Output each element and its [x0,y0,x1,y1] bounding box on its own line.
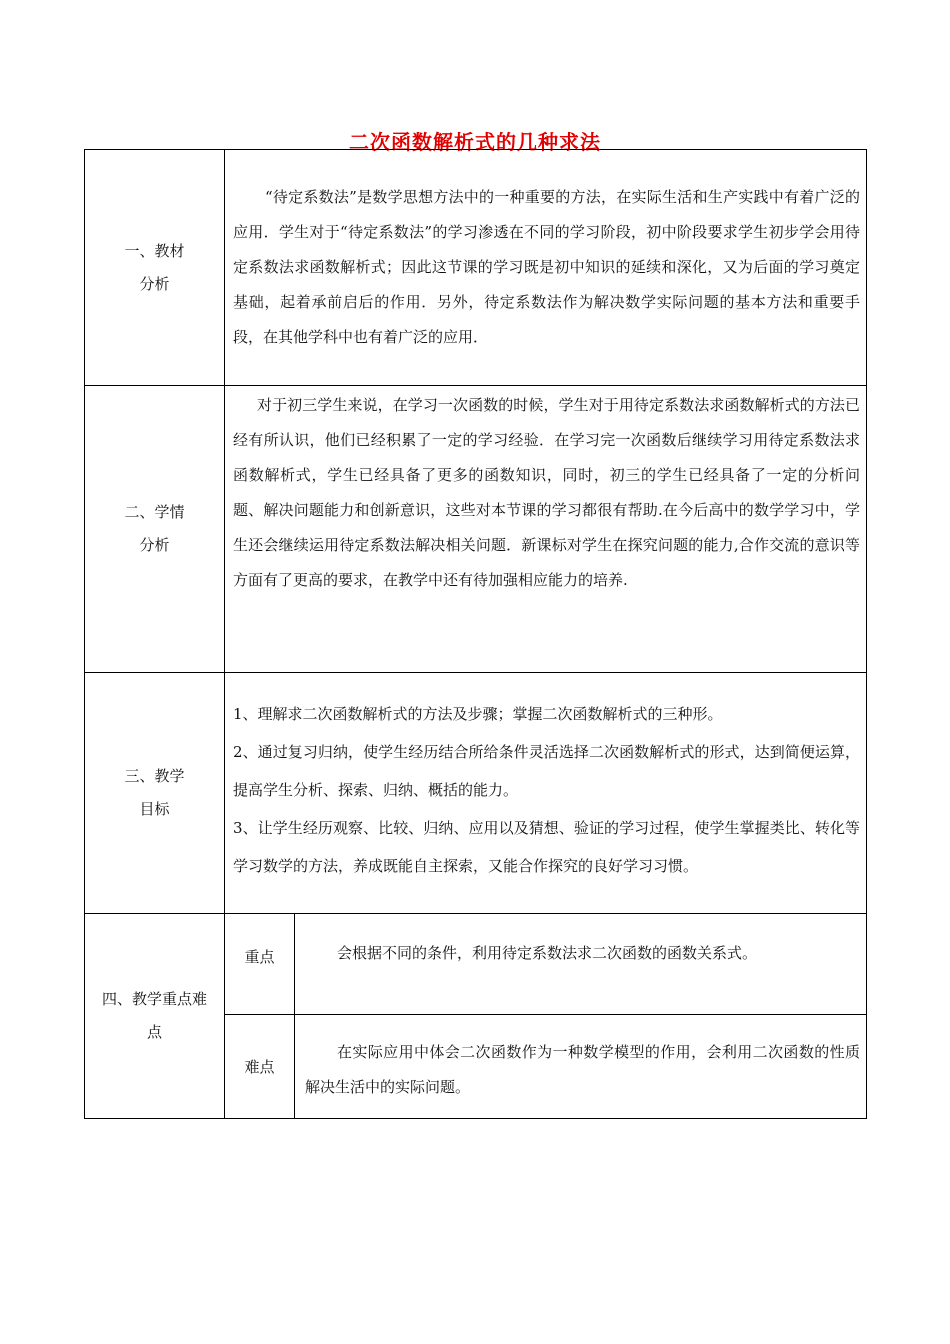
section-content [225,673,867,914]
paragraph: 会根据不同的条件，利用待定系数法求二次函数的函数关系式。 [337,944,758,962]
paragraph: “待定系数法”是数学思想方法中的一种重要的方法，在实际生活和生产实践中有着广泛的应用．学生对于“待定系数法”的学习渗透在不同的学习阶段，初中阶段要求学生初步学会用待定系数法求函数解析式；因此这节课的学习既是初中知识的延续和深化，又为后面的学习奠定基础，起着承前启后的作用．另外，待定系数法作为解决数学实际问题的基本方法和重要手段，在其他学科中也有着广泛的应用． [233,188,861,346]
section-row-materials [85,150,867,386]
paragraph: 对于初三学生来说，在学习一次函数的时候，学生对于用待定系数法求函数解析式的方法已经有所认识，他们已经积累了一定的学习经验．在学习完一次函数后继续学习用待定系数法求函数解析式，学生已经具备了更多的函数知识，同时，初三的学生已经具备了一定的分析问题、解决问题能力和创新意识，这些对本节课的学习都很有帮助.在今后高中的数学学习中，学生还会继续运用待定系数法解决相关问题．新课标对学生在探究问题的能力,合作交流的意识等方面有了更高的要求，在教学中还有待加强相应能力的培养. [233,396,861,589]
section-label-line: 分析 [139,536,170,554]
section-label-line: 二、学情 [124,503,185,521]
section-label-line: 一、教材 [124,241,185,260]
objective-item: 1、理解求二次函数解析式的方法及步骤；掌握二次函数解析式的三种形。 [233,705,723,723]
section-label [85,386,225,673]
objective-item: 3、让学生经历观察、比较、归纳、应用以及猜想、验证的学习过程，使学生掌握类比、转化等学习数学的方法，养成既能自主探索，又能合作探究的良好学习习惯。 [233,819,861,875]
section-label-line: 目标 [139,800,170,818]
document-title: 二次函数解析式的几种求法 [349,130,601,154]
section-label-line: 四、教学重点难 [101,990,207,1008]
section-content [225,386,867,673]
objective-item: 2、通过复习归纳，使学生经历结合所给条件灵活选择二次函数解析式的形式，达到简便运算，提高学生分析、探索、归纳、概括的能力。 [233,743,861,799]
section-label-line: 分析 [139,274,170,293]
difficulty-label: 难点 [225,1015,295,1119]
paragraph: 在实际应用中体会二次函数作为一种数学模型的作用，会利用二次函数的性质解决生活中的实际问题。 [305,1043,861,1096]
section-label-line: 三、教学 [124,767,185,785]
section-row-objectives [85,673,867,914]
lesson-plan-table [84,149,867,1119]
section-label-line: 点 [146,1023,162,1041]
section-content [225,150,867,386]
section-label [85,914,225,1119]
section-row-students [85,386,867,673]
section-row-key-points [85,914,867,1015]
key-point-content [295,914,867,1015]
section-label [85,150,225,386]
section-label [85,673,225,914]
difficulty-content [295,1015,867,1119]
key-point-label: 重点 [225,914,295,1015]
